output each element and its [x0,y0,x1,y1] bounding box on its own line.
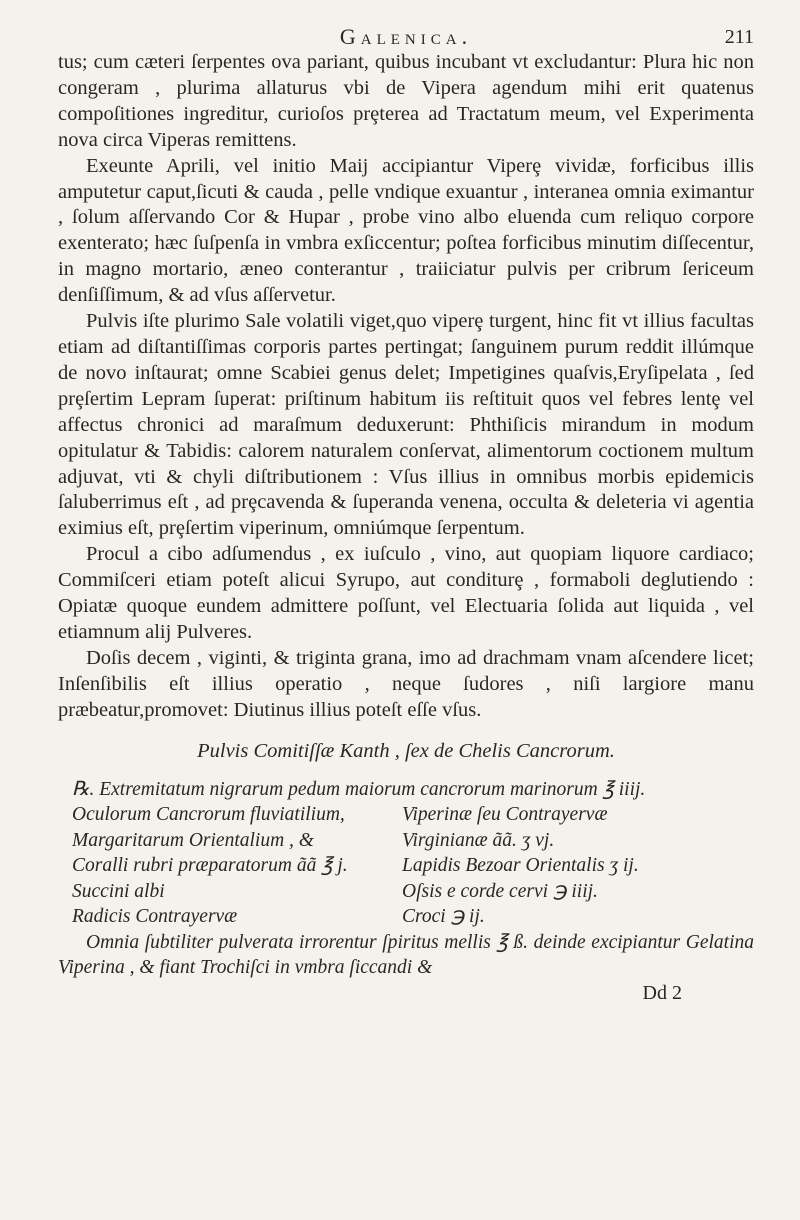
paragraph-4: Procul a cibo adſumendus , ex iuſculo , vino, aut quopiam liquore cardiaco; Commiſceri etiam poteſt alicui Syrupo, aut conditurȩ , formaboli deglutiendo : Opiatæ quoque eundem admittere poſſunt, vel Electuaria ſolida aut liquida , vel etiamnum alij Pulveres. [58,543,754,643]
recipe-ingredient: Croci ℈ ij. [402,906,485,928]
page-number: 211 [724,26,754,48]
recipe-ingredient: Coralli rubri præparatorum ãã ℥ j. [72,855,348,877]
recipe-ingredient: Virginianæ ãã. ʒ vj. [402,829,555,851]
recipe-row [58,904,754,930]
recipe [58,777,754,1007]
paragraph-1: tus; cum cæteri ſerpentes ova pariant, quibus incubant vt excludantur: Plura hic non congeram , plurima allaturus vbi de Vipera agendum mihi erit quatenus compoſitiones ingreditur, curioſos prȩterea ad Tractatum meum, vel Experimenta nova circa Viperas remittens. [58,51,754,151]
paragraph-3: Pulvis iſte plurimo Sale volatili viget,quo viperȩ turgent, hinc fit vt illius facultas etiam ad diſtantiſſimas corporis partes pertingat; ſanguinem purum reddit illúmque de novo inſtaurat; omne Scabiei genus delet; Impetigines quaſvis,Eryſipelata , ſed prȩſertim Lepram ſuperat: priſtinum habitum iis reſtituit quos vel febres lentȩ vel affectus chronici ad maraſmum deduxerunt: Phthiſicis mirandum in modum opitulatur & Tabidis: calorem naturalem conſervat, alimentorum coctionem multum adjuvat, vti & chyli diſtributionem : Vſus illius in omnibus morbis epidemicis ſaluberrimus eſt , ad prȩcavenda & ſuperanda venena, occulta & deleteria vi agentia eximius eſt, prȩſertim viperinum, omniúmque ſerpentum. [58,310,754,540]
body-text [58,50,754,724]
recipe-row [58,828,754,854]
running-head [58,16,754,50]
recipe-ingredient: Margaritarum Orientalium , & [72,829,314,851]
recipe-ingredient: Radicis Contrayervæ [72,906,238,928]
recipe-instructions: Omnia ſubtiliter pulverata irrorentur ſpiritus mellis ℥ ß. deinde excipiantur Gelatina Viperina , & fiant Trochiſci in vmbra ſiccandi & [58,931,754,979]
paragraph-2: Exeunte Aprili, vel initio Maij accipiantur Viperȩ vividæ, forficibus illis amputetur caput,ſicuti & cauda , pelle vndique exuantur , interanea omnia eximantur , ſolum aſſervando Cor & Hupar , probe vino albo eluenda cum reliquo corpore exenterato; hæc ſuſpenſa in vmbra exſiccentur; poſtea forficibus minutim diſſecentur, in magno mortario, æneo conterantur , traiiciatur pulvis per cribrum ſericeum denſiſſimum, & ad vſus aſſervetur. [58,154,754,307]
recipe-row [58,879,754,905]
catchword: Dd 2 [642,981,682,1004]
paragraph-5: Doſis decem , viginti, & triginta grana, imo ad drachmam vnam aſcendere licet; Inſenſibilis eſt illius operatio , neque ſudores , niſi largiore manu præbeatur,promovet: Diutinus illius poteſt eſſe vſus. [58,646,754,721]
recipe-ingredient: Lapidis Bezoar Orientalis ʒ ij. [402,855,639,877]
recipe-ingredient: Oſsis e corde cervi ℈ iiij. [402,880,598,902]
recipe-lead-line: ℞. Extremitatum nigrarum pedum maiorum cancrorum marinorum ℥ iiij. [72,778,646,800]
recipe-ingredient: Oculorum Cancrorum fluviatilium, [72,804,345,826]
recipe-row [58,853,754,879]
recipe-title: Pulvis Comitiſſæ Kanth , ſex de Chelis Cancrorum. [197,739,615,762]
running-title: Galenica. [339,24,473,49]
recipe-ingredient: Succini albi [72,880,165,902]
recipe-ingredient: Viperinæ ſeu Contrayervæ [402,804,608,826]
recipe-row [58,802,754,828]
